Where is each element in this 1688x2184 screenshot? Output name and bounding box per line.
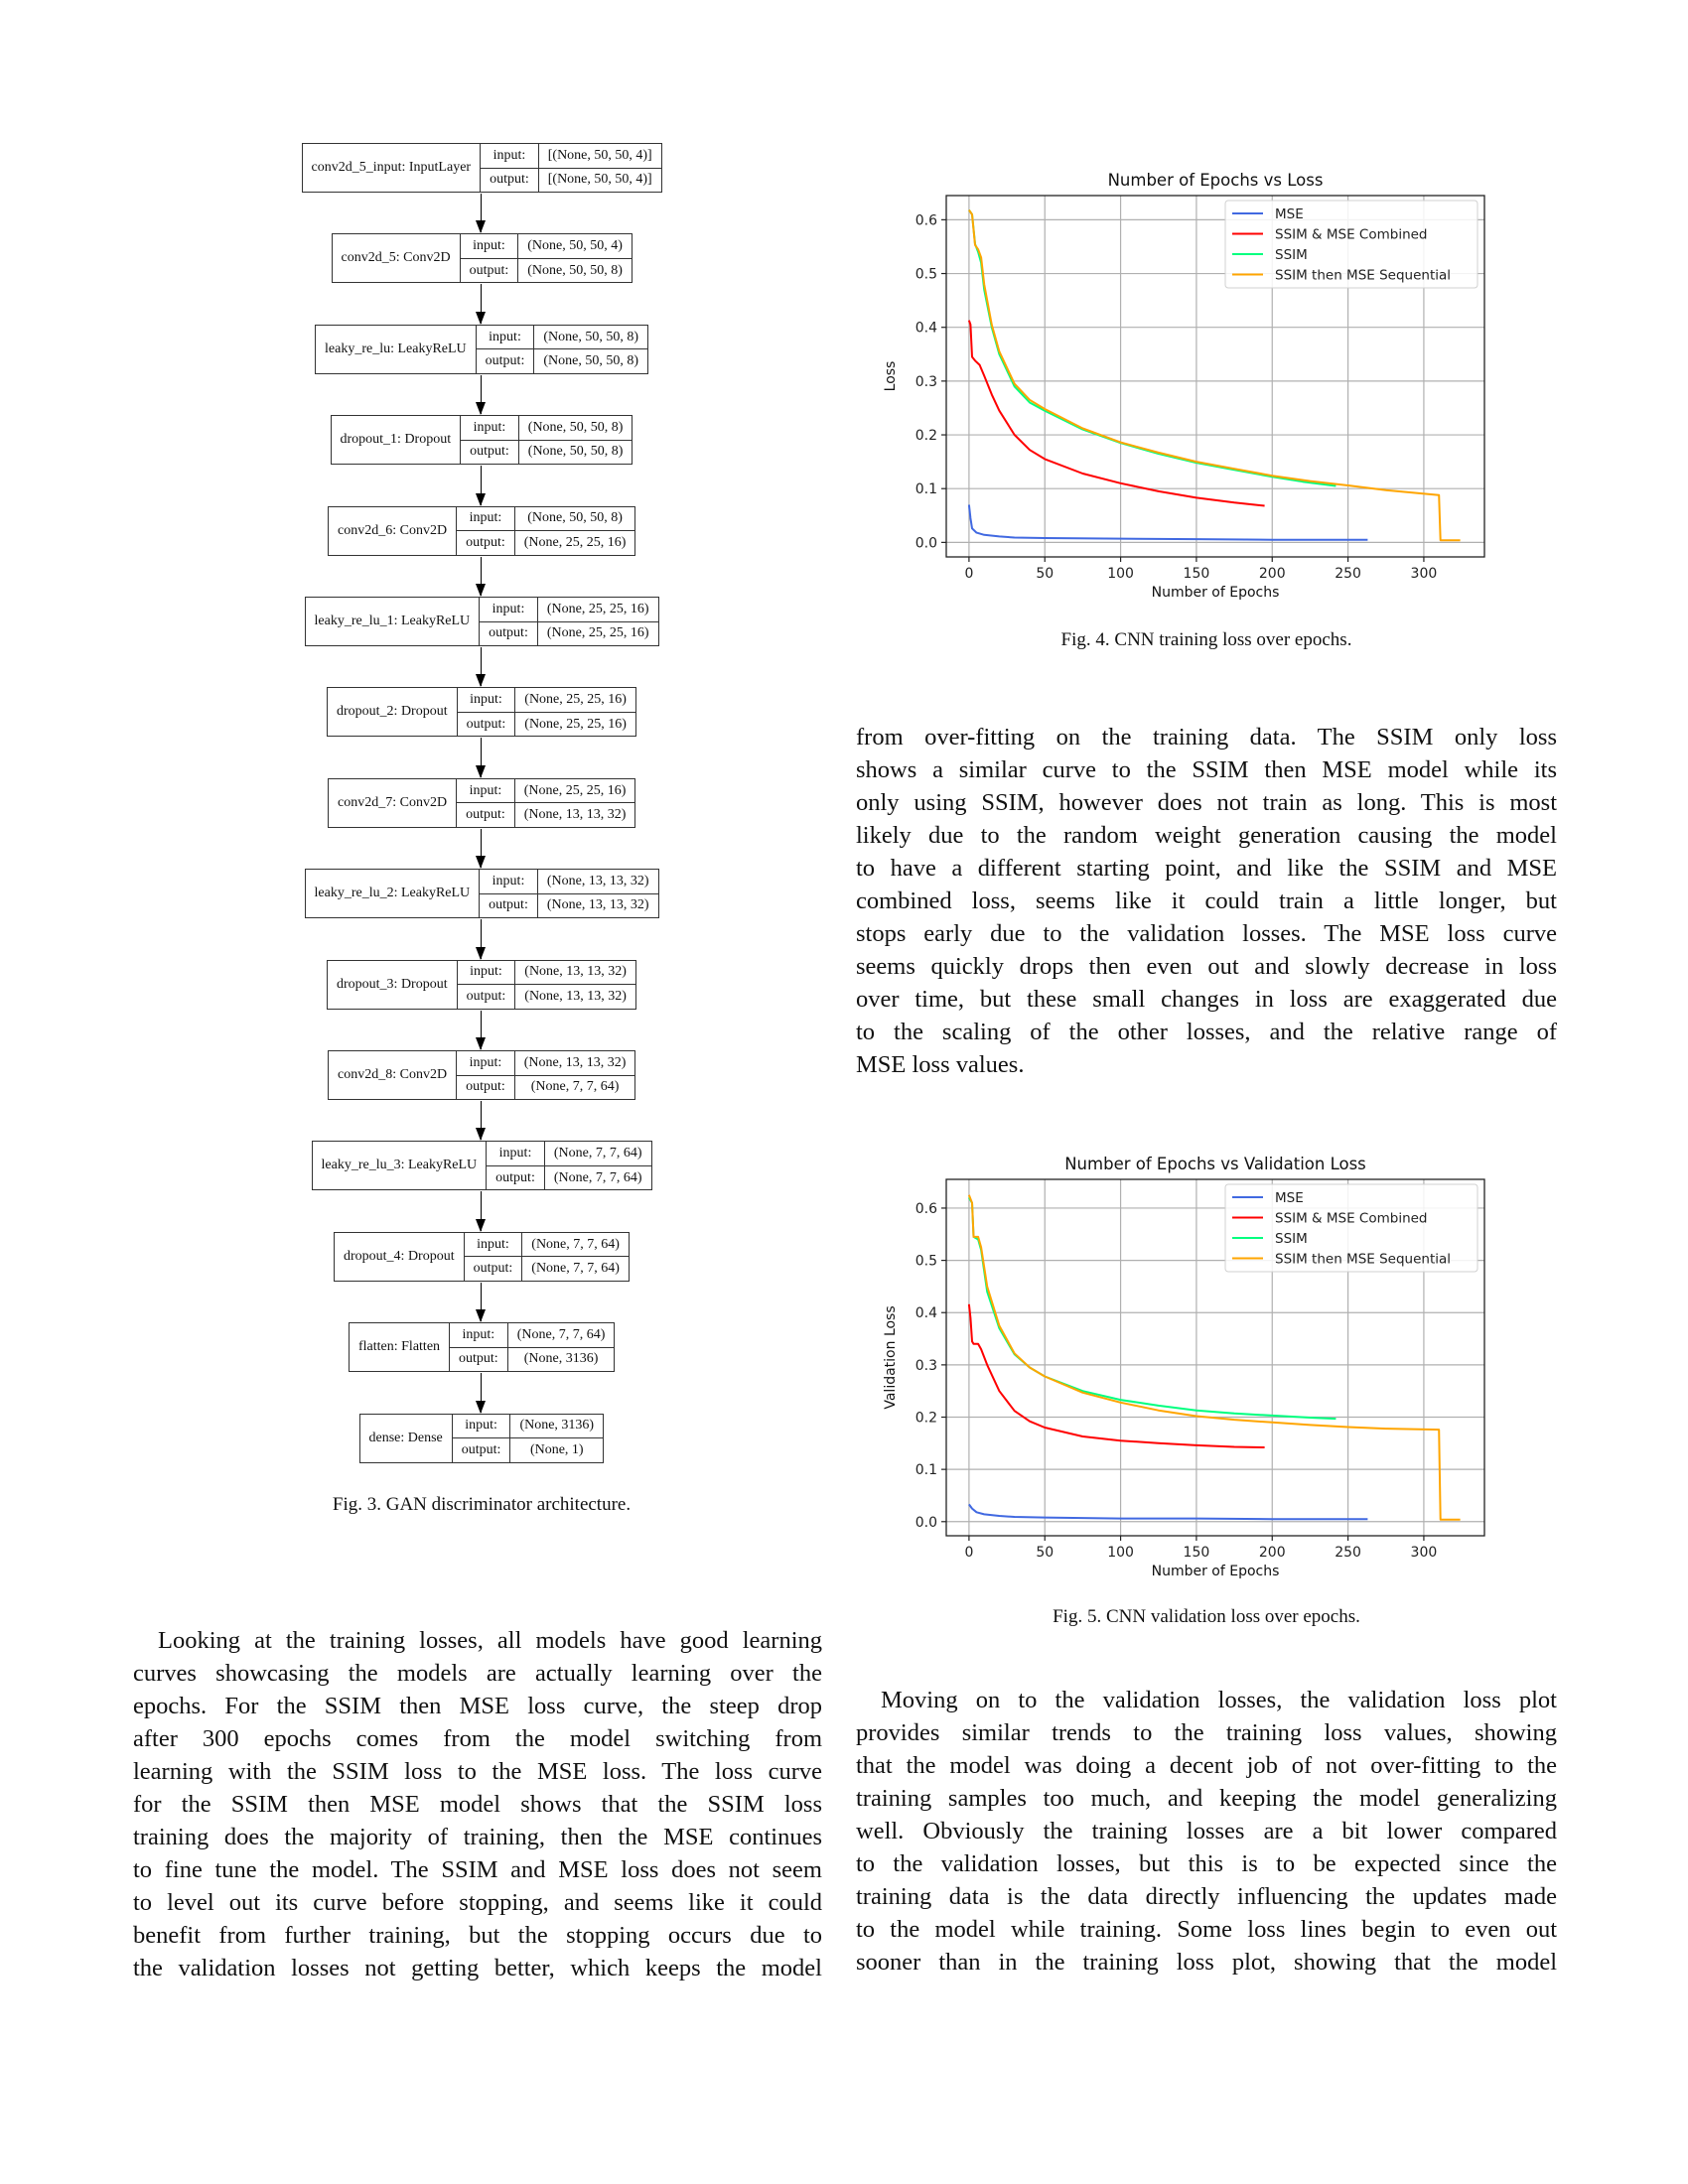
output-shape: (None, 50, 50, 8) — [527, 444, 624, 460]
legend-label: SSIM — [1275, 1231, 1308, 1247]
y-tick-label: 0.2 — [914, 1410, 937, 1427]
output-label: output: — [485, 353, 525, 369]
layer-box — [305, 869, 659, 918]
y-tick-label: 0.1 — [914, 1462, 937, 1479]
text-line: from over-fitting on the training data. The SSIM only loss — [856, 724, 1557, 751]
text-line: likely due to the random weight generation causing the model — [856, 822, 1557, 849]
x-tick-label: 50 — [1036, 566, 1055, 582]
layer-box — [349, 1322, 615, 1372]
layer-box — [315, 325, 648, 374]
y-tick-label: 0.2 — [914, 428, 937, 445]
arrow-down-icon — [481, 919, 482, 958]
legend-label: MSE — [1275, 206, 1304, 222]
input-shape: (None, 50, 50, 8) — [515, 507, 635, 532]
output-shape: (None, 7, 7, 64) — [530, 1079, 620, 1095]
layer-box — [327, 960, 636, 1010]
input-label: input: — [453, 1415, 510, 1439]
io-shapes — [539, 144, 661, 192]
input-shape: (None, 7, 7, 64) — [522, 1233, 629, 1258]
text-line: training data is the data directly influencing the updates made — [856, 1883, 1557, 1910]
io-shapes — [534, 326, 647, 373]
output-shape: (None, 25, 25, 16) — [523, 534, 627, 550]
io-labels — [480, 870, 538, 917]
legend-label: SSIM then MSE Sequential — [1275, 267, 1452, 284]
io-shapes — [515, 688, 635, 736]
layer-name: leaky_re_lu_2: LeakyReLU — [306, 870, 481, 917]
input-label: input: — [457, 507, 514, 532]
text-line: to level out its curve before stopping, and seems like it could — [133, 1889, 822, 1916]
y-tick-label: 0.6 — [914, 1200, 937, 1217]
io-shapes — [510, 1415, 603, 1462]
input-label: input: — [477, 326, 534, 350]
y-axis-label: Loss — [883, 360, 899, 392]
io-shapes — [519, 416, 633, 464]
figure5-caption: Fig. 5. CNN validation loss over epochs. — [1053, 1606, 1360, 1627]
arrow-down-icon — [481, 1191, 482, 1230]
input-label: input: — [461, 234, 518, 259]
text-line: to the scaling of the other losses, and the relative range of — [856, 1019, 1557, 1045]
output-shape: (None, 13, 13, 32) — [524, 988, 627, 1004]
text-line: curves showcasing the models are actually learning over the — [133, 1660, 822, 1687]
layer-name: conv2d_8: Conv2D — [329, 1051, 457, 1099]
input-shape: (None, 13, 13, 32) — [538, 870, 658, 894]
chart-canvas — [854, 159, 1509, 606]
y-tick-label: 0.5 — [914, 1253, 937, 1270]
arrow-down-icon — [481, 829, 482, 868]
input-label: input: — [458, 961, 515, 986]
arrow-down-icon — [481, 1101, 482, 1140]
text-line: for the SSIM then MSE model shows that the SSIM loss — [133, 1791, 822, 1818]
output-shape: (None, 1) — [529, 1441, 584, 1457]
x-tick-label: 150 — [1183, 1545, 1210, 1561]
text-line: over time, but these small changes in loss are exaggerated due — [856, 986, 1557, 1013]
body-paragraph-right-top — [856, 721, 1557, 1081]
layer-box — [334, 1232, 630, 1282]
input-label: input: — [480, 870, 537, 894]
input-label: input: — [457, 779, 514, 804]
layer-name: leaky_re_lu_1: LeakyReLU — [306, 598, 481, 645]
chart-title: Number of Epochs vs Validation Loss — [1064, 1155, 1366, 1173]
x-tick-label: 100 — [1107, 1545, 1134, 1561]
layer-name: dropout_4: Dropout — [335, 1233, 465, 1281]
legend-label: MSE — [1275, 1190, 1304, 1206]
input-shape: (None, 50, 50, 8) — [519, 416, 633, 441]
text-line: sooner than in the training loss plot, showing that the model — [856, 1949, 1557, 1976]
output-shape: (None, 50, 50, 8) — [527, 262, 623, 278]
y-tick-label: 0.1 — [914, 481, 937, 498]
text-line: to have a different starting point, and like the SSIM and MSE — [856, 855, 1557, 882]
validation-loss-chart — [854, 1142, 1509, 1588]
layer-box — [312, 1141, 652, 1190]
output-label: output: — [469, 262, 509, 278]
x-tick-label: 0 — [964, 1545, 974, 1561]
x-tick-label: 300 — [1410, 566, 1438, 582]
layer-box — [328, 506, 635, 556]
layer-box — [327, 687, 636, 737]
io-shapes — [518, 234, 632, 282]
input-shape: (None, 13, 13, 32) — [515, 1051, 635, 1076]
output-label: output: — [489, 897, 528, 913]
input-shape: (None, 3136) — [510, 1415, 603, 1439]
io-labels — [487, 1142, 545, 1189]
arrow-down-icon — [481, 375, 482, 414]
layer-name: conv2d_7: Conv2D — [329, 779, 457, 827]
text-line: MSE loss values. — [856, 1051, 1025, 1078]
input-shape: (None, 13, 13, 32) — [515, 961, 635, 986]
io-labels — [458, 688, 516, 736]
output-label: output: — [466, 534, 505, 550]
io-shapes — [515, 779, 635, 827]
x-tick-label: 200 — [1258, 566, 1286, 582]
layer-name: conv2d_5: Conv2D — [333, 234, 461, 282]
y-tick-label: 0.0 — [914, 1514, 937, 1531]
io-labels — [481, 144, 539, 192]
layer-name: flatten: Flatten — [350, 1323, 450, 1371]
x-tick-label: 50 — [1036, 1545, 1055, 1561]
arrow-down-icon — [481, 1011, 482, 1049]
output-label: output: — [461, 1441, 501, 1457]
body-paragraph-left — [133, 1624, 822, 1984]
io-labels — [480, 598, 538, 645]
output-shape: (None, 50, 50, 8) — [543, 353, 638, 369]
input-label: input: — [450, 1323, 507, 1348]
input-shape: (None, 50, 50, 8) — [534, 326, 647, 350]
input-shape: [(None, 50, 50, 4)] — [539, 144, 661, 169]
io-labels — [465, 1233, 523, 1281]
y-tick-label: 0.4 — [914, 1305, 937, 1322]
y-tick-label: 0.0 — [914, 535, 937, 552]
legend-label: SSIM & MSE Combined — [1275, 1210, 1428, 1227]
input-shape: (None, 25, 25, 16) — [515, 779, 635, 804]
output-label: output: — [466, 1079, 505, 1095]
io-labels — [457, 779, 515, 827]
output-shape: (None, 13, 13, 32) — [523, 807, 627, 823]
io-shapes — [515, 507, 635, 555]
input-shape: (None, 25, 25, 16) — [538, 598, 658, 622]
chart-title: Number of Epochs vs Loss — [1107, 171, 1324, 190]
arrow-down-icon — [481, 738, 482, 776]
io-labels — [457, 507, 515, 555]
body-paragraph-right-bottom — [856, 1684, 1557, 1979]
io-shapes — [515, 1051, 635, 1099]
arrow-down-icon — [481, 1373, 482, 1412]
input-label: input: — [481, 144, 538, 169]
output-shape: (None, 7, 7, 64) — [553, 1169, 642, 1185]
input-label: input: — [465, 1233, 522, 1258]
series-line — [969, 1304, 1265, 1447]
layer-box — [302, 143, 662, 193]
output-shape: (None, 3136) — [523, 1351, 599, 1367]
layer-name: dense: Dense — [360, 1415, 453, 1462]
figure4-caption: Fig. 4. CNN training loss over epochs. — [1060, 629, 1352, 650]
io-labels — [461, 234, 519, 282]
arrow-down-icon — [481, 557, 482, 596]
text-line: after 300 epochs comes from the model switching from — [133, 1725, 822, 1752]
input-shape: (None, 7, 7, 64) — [545, 1142, 651, 1166]
text-line: that the model was doing a decent job of not over-fitting to the — [856, 1752, 1557, 1779]
layer-box — [332, 233, 633, 283]
x-tick-label: 250 — [1335, 1545, 1361, 1561]
arrow-down-icon — [481, 647, 482, 686]
input-shape: (None, 50, 50, 4) — [518, 234, 632, 259]
input-shape: (None, 7, 7, 64) — [508, 1323, 615, 1348]
io-labels — [461, 416, 519, 464]
text-line: to fine tune the model. The SSIM and MSE loss does not seem — [133, 1856, 822, 1883]
output-label: output: — [466, 716, 506, 732]
io-shapes — [545, 1142, 651, 1189]
input-label: input: — [461, 416, 518, 441]
io-shapes — [538, 598, 658, 645]
text-line: shows a similar curve to the SSIM then MSE model while its — [856, 756, 1557, 783]
x-tick-label: 200 — [1258, 1545, 1286, 1561]
io-labels — [477, 326, 535, 373]
output-label: output: — [490, 172, 529, 188]
layer-box — [305, 597, 659, 646]
arrow-down-icon — [481, 284, 482, 323]
io-shapes — [515, 961, 635, 1009]
text-line: training samples too much, and keeping the model generalizing — [856, 1785, 1557, 1812]
gan-discriminator-diagram — [0, 0, 844, 1509]
text-line: training does the majority of training, then the MSE continues — [133, 1824, 822, 1850]
arrow-down-icon — [481, 1283, 482, 1321]
text-line: learning with the SSIM loss to the MSE loss. The loss curve — [133, 1758, 822, 1785]
output-label: output: — [489, 625, 528, 641]
layer-name: dropout_3: Dropout — [328, 961, 458, 1009]
layer-box — [328, 1050, 635, 1100]
series-line — [969, 321, 1265, 506]
layer-name: leaky_re_lu: LeakyReLU — [316, 326, 477, 373]
io-shapes — [508, 1323, 615, 1371]
text-line: only using SSIM, however does not train as long. This is most — [856, 789, 1557, 816]
text-line: Looking at the training losses, all models have good learning — [158, 1627, 822, 1654]
x-tick-label: 250 — [1335, 566, 1361, 582]
io-labels — [453, 1415, 511, 1462]
legend-label: SSIM then MSE Sequential — [1275, 1251, 1452, 1268]
output-shape: (None, 25, 25, 16) — [546, 625, 649, 641]
input-label: input: — [458, 688, 515, 713]
layer-name: conv2d_5_input: InputLayer — [303, 144, 482, 192]
x-tick-label: 0 — [964, 566, 974, 582]
text-line: to the validation losses, but this is to be expected since the — [856, 1850, 1557, 1877]
output-shape: [(None, 50, 50, 4)] — [547, 172, 652, 188]
layer-box — [328, 778, 635, 828]
x-tick-label: 100 — [1107, 566, 1134, 582]
output-label: output: — [466, 988, 506, 1004]
y-tick-label: 0.6 — [914, 212, 937, 229]
io-labels — [450, 1323, 508, 1371]
chart-canvas — [854, 1142, 1509, 1588]
figure3-caption: Fig. 3. GAN discriminator architecture. — [332, 1494, 632, 1515]
output-shape: (None, 7, 7, 64) — [531, 1261, 620, 1277]
x-tick-label: 300 — [1410, 1545, 1438, 1561]
io-labels — [457, 1051, 515, 1099]
input-label: input: — [487, 1142, 544, 1166]
legend-label: SSIM & MSE Combined — [1275, 226, 1428, 243]
training-loss-chart — [854, 159, 1509, 606]
text-line: to the model while training. Some loss lines begin to even out — [856, 1916, 1557, 1943]
series-line — [969, 1504, 1368, 1519]
layer-name: dropout_1: Dropout — [332, 416, 462, 464]
arrow-down-icon — [481, 466, 482, 504]
y-tick-label: 0.5 — [914, 266, 937, 283]
layer-name: conv2d_6: Conv2D — [329, 507, 457, 555]
legend-label: SSIM — [1275, 247, 1308, 263]
layer-box — [331, 415, 633, 465]
output-label: output: — [470, 444, 509, 460]
text-line: seems quickly drops then even out and slowly decrease in loss — [856, 953, 1557, 980]
arrow-down-icon — [481, 194, 482, 232]
series-line — [969, 505, 1368, 540]
output-label: output: — [495, 1169, 535, 1185]
input-label: input: — [457, 1051, 514, 1076]
y-axis-label: Validation Loss — [883, 1305, 899, 1410]
layer-name: dropout_2: Dropout — [328, 688, 458, 736]
y-tick-label: 0.3 — [914, 373, 937, 390]
output-label: output: — [473, 1261, 513, 1277]
y-tick-label: 0.4 — [914, 320, 937, 337]
layer-box — [359, 1414, 605, 1463]
text-line: stops early due to the validation losses. The MSE loss curve — [856, 920, 1557, 947]
text-line: provides similar trends to the training loss values, showing — [856, 1719, 1557, 1746]
text-line: epochs. For the SSIM then MSE loss curve, the steep drop — [133, 1693, 822, 1719]
text-line: the validation losses not getting better, which keeps the model — [133, 1955, 822, 1981]
io-labels — [458, 961, 516, 1009]
output-label: output: — [459, 1351, 498, 1367]
io-shapes — [538, 870, 658, 917]
input-label: input: — [480, 598, 537, 622]
y-tick-label: 0.3 — [914, 1357, 937, 1374]
x-axis-label: Number of Epochs — [1151, 1564, 1280, 1579]
output-shape: (None, 25, 25, 16) — [524, 716, 627, 732]
text-line: well. Obviously the training losses are a bit lower compared — [856, 1818, 1557, 1844]
io-shapes — [522, 1233, 629, 1281]
input-shape: (None, 25, 25, 16) — [515, 688, 635, 713]
x-axis-label: Number of Epochs — [1151, 585, 1280, 601]
text-line: benefit from further training, but the stopping occurs due to — [133, 1922, 822, 1949]
text-line: combined loss, seems like it could train a little longer, but — [856, 887, 1557, 914]
output-shape: (None, 13, 13, 32) — [546, 897, 649, 913]
layer-name: leaky_re_lu_3: LeakyReLU — [313, 1142, 488, 1189]
text-line: Moving on to the validation losses, the validation loss plot — [881, 1687, 1557, 1713]
output-label: output: — [466, 807, 505, 823]
x-tick-label: 150 — [1183, 566, 1210, 582]
